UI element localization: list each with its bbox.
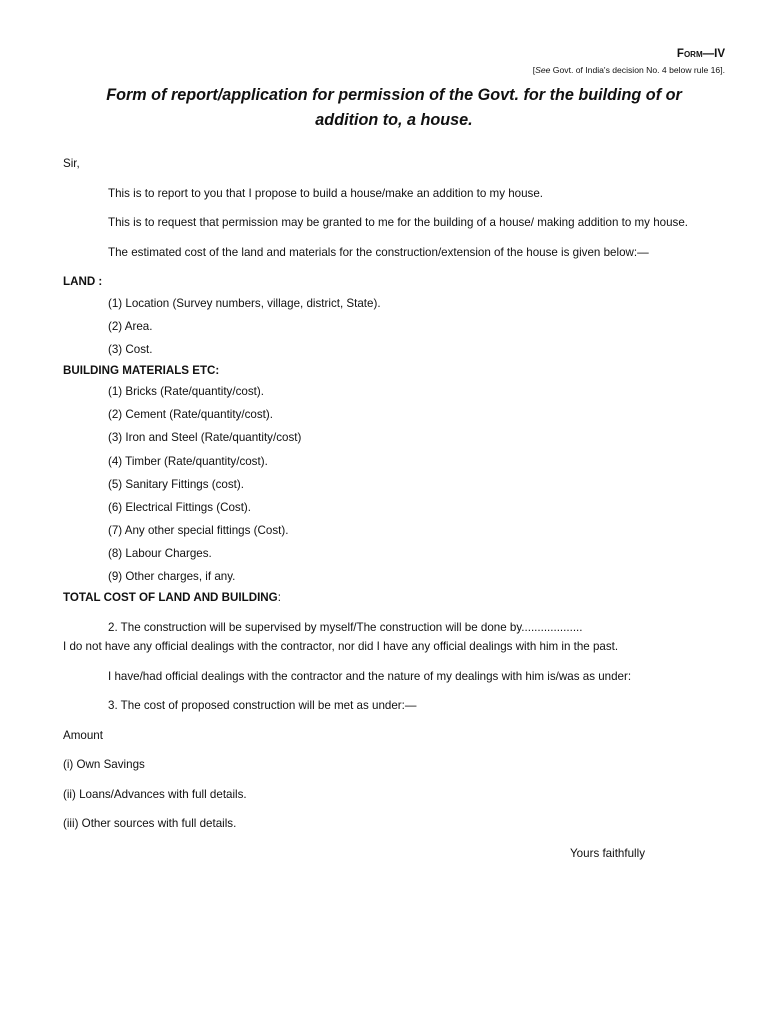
land-heading: LAND :	[63, 275, 103, 288]
list-item: (2) Area.	[108, 319, 153, 333]
total-cost-heading	[63, 588, 725, 608]
funding-intro: 3. The cost of proposed construction will be met as under:—	[108, 699, 417, 713]
paragraph-report: This is to report to you that I propose to build a house/make an addition to my house.	[108, 186, 544, 200]
form-number-suffix: —IV	[702, 48, 725, 60]
form-title: Form of report/application for permission of the Govt. for the building of or addition to, a house.	[106, 86, 682, 129]
materials-heading: BUILDING MATERIALS ETC:	[63, 363, 220, 377]
materials-list	[63, 380, 725, 588]
form-number-prefix: Form	[676, 48, 703, 60]
list-item: (5) Sanitary Fittings (cost).	[108, 477, 244, 491]
dealings-statement: I have/had official dealings with the contractor and the nature of my dealings with him is/was as under:	[108, 669, 632, 683]
list-item: (2) Cement (Rate/quantity/cost).	[108, 408, 273, 422]
list-item: (7) Any other special fittings (Cost).	[108, 523, 289, 537]
list-item: (4) Timber (Rate/quantity/cost).	[108, 454, 268, 468]
list-item: (6) Electrical Fittings (Cost).	[108, 500, 252, 514]
funding-item: (iii) Other sources with full details.	[63, 817, 237, 831]
closing-signature: Yours faithfully	[570, 846, 645, 860]
land-list	[63, 292, 725, 361]
funding-item: (i) Own Savings	[63, 758, 145, 772]
list-item: (3) Iron and Steel (Rate/quantity/cost)	[108, 431, 302, 445]
list-item: (1) Bricks (Rate/quantity/cost).	[108, 385, 264, 399]
list-item: (3) Cost.	[108, 342, 153, 356]
supervision-statement: 2. The construction will be supervised by myself/The construction will be done by...................	[108, 620, 583, 634]
list-item: (8) Labour Charges.	[108, 546, 212, 560]
rule-reference-text: Govt. of India's decision No. 4 below rule 16].	[550, 65, 725, 75]
funding-item: (ii) Loans/Advances with full details.	[63, 787, 247, 801]
form-number	[63, 46, 725, 62]
rule-reference: [See Govt. of India's decision No. 4 below rule 16].	[532, 65, 725, 75]
total-cost-colon: :	[277, 591, 281, 605]
rule-reference-see: See	[535, 65, 551, 75]
paragraph-request: This is to request that permission may be granted to me for the building of a house/ making addition to my house.	[108, 216, 689, 229]
list-item: (1) Location (Survey numbers, village, district, State).	[108, 296, 381, 310]
paragraph-estimate: The estimated cost of the land and materials for the construction/extension of the house is given below:—	[108, 245, 649, 259]
total-cost-label: TOTAL COST OF LAND AND BUILDING	[63, 591, 278, 605]
salutation: Sir,	[63, 157, 80, 170]
no-dealings-statement: I do not have any official dealings with the contractor, nor did I have any official dealings with him in the past.	[63, 640, 619, 654]
list-item: (9) Other charges, if any.	[108, 570, 236, 584]
funding-amount-label: Amount	[63, 728, 103, 742]
